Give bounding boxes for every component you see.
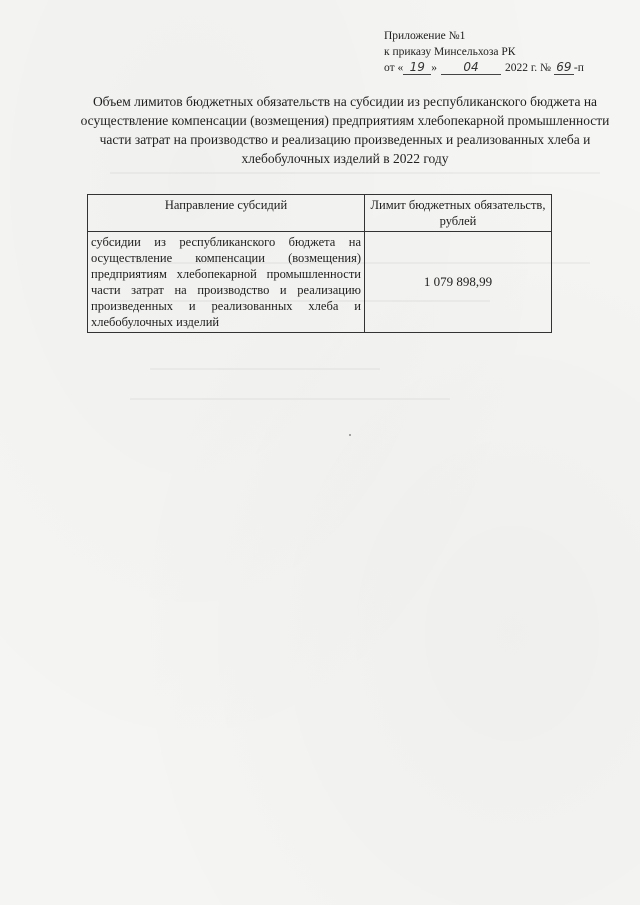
subsidy-direction-cell: субсидии из республиканского бюджета на осуществление компенсации (возмещения) предприятиям хлебопекарной промышленности части затрат на производство и реализацию произведенных и реализованных хлеба и хлебобулочных изделий bbox=[88, 232, 365, 333]
column-header-direction: Направление субсидий bbox=[88, 195, 365, 232]
order-number: 69 bbox=[556, 60, 572, 74]
budget-limit-cell: 1 079 898,99 bbox=[365, 232, 552, 333]
table-row bbox=[88, 232, 552, 333]
date-day: 19 bbox=[409, 60, 425, 74]
show-through-line bbox=[130, 398, 450, 400]
column-header-limit: Лимит бюджетных обязательств, рублей bbox=[365, 195, 552, 232]
show-through-line bbox=[110, 172, 600, 174]
order-reference: к приказу Минсельхоза РК bbox=[384, 46, 516, 58]
appendix-header bbox=[384, 28, 584, 76]
document-title: Объем лимитов бюджетных обязательств на субсидии из республиканского бюджета на осуществление компенсации (возмещения) предприятиям хлебопекарной промышленности части затрат на производство и реализацию произведенных и реализованных хлеба и хлебобулочных изделий в 2022 году bbox=[80, 94, 610, 166]
appendix-number: Приложение №1 bbox=[384, 30, 466, 42]
order-suffix: -п bbox=[573, 62, 584, 74]
date-prefix: от « bbox=[384, 62, 404, 74]
order-date-line bbox=[384, 60, 584, 76]
date-month: 04 bbox=[463, 60, 479, 74]
date-separator: » bbox=[431, 62, 437, 74]
table-header-row bbox=[88, 195, 552, 232]
show-through-line bbox=[150, 368, 380, 370]
date-year: 2022 г. № bbox=[505, 62, 552, 74]
subsidy-table bbox=[87, 194, 552, 333]
scan-speck bbox=[349, 434, 351, 436]
